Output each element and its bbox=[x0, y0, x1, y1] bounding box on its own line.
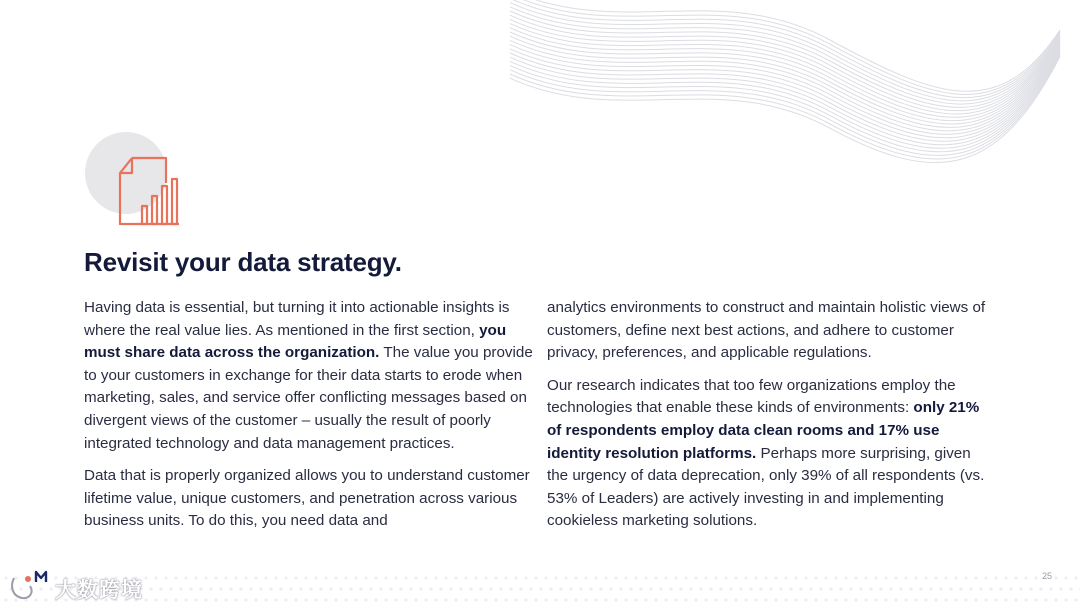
pattern-dot bbox=[1044, 598, 1047, 601]
pattern-dot bbox=[164, 598, 167, 601]
pattern-dot bbox=[364, 598, 367, 601]
pattern-dot bbox=[884, 576, 887, 579]
pattern-dot bbox=[574, 576, 577, 579]
pattern-dot bbox=[1024, 598, 1027, 601]
pattern-dot bbox=[739, 587, 742, 590]
pattern-dot bbox=[594, 576, 597, 579]
pattern-dot bbox=[264, 598, 267, 601]
pattern-dot bbox=[389, 587, 392, 590]
pattern-dot bbox=[954, 598, 957, 601]
pattern-dot bbox=[879, 587, 882, 590]
pattern-dot bbox=[469, 587, 472, 590]
pattern-dot bbox=[874, 598, 877, 601]
pattern-dot bbox=[434, 576, 437, 579]
pattern-dot bbox=[924, 598, 927, 601]
pattern-dot bbox=[604, 598, 607, 601]
pattern-dot bbox=[494, 598, 497, 601]
pattern-dot bbox=[814, 598, 817, 601]
pattern-dot bbox=[1064, 576, 1067, 579]
pattern-dot bbox=[444, 576, 447, 579]
pattern-dot bbox=[934, 576, 937, 579]
pattern-dot bbox=[414, 598, 417, 601]
pattern-dot bbox=[794, 576, 797, 579]
pattern-dot bbox=[384, 598, 387, 601]
pattern-dot bbox=[744, 598, 747, 601]
pattern-dot bbox=[844, 576, 847, 579]
pattern-dot bbox=[399, 587, 402, 590]
pattern-dot bbox=[1074, 576, 1077, 579]
pattern-dot bbox=[789, 587, 792, 590]
pattern-dot bbox=[339, 587, 342, 590]
pattern-dot bbox=[804, 598, 807, 601]
pattern-dot bbox=[294, 576, 297, 579]
pattern-dot bbox=[329, 587, 332, 590]
pattern-dot bbox=[404, 576, 407, 579]
pattern-dot bbox=[324, 598, 327, 601]
pattern-dot bbox=[309, 587, 312, 590]
pattern-dot bbox=[674, 576, 677, 579]
pattern-dot bbox=[239, 587, 242, 590]
pattern-dot bbox=[224, 576, 227, 579]
pattern-dot bbox=[404, 598, 407, 601]
pattern-dot bbox=[194, 598, 197, 601]
pattern-dot bbox=[764, 576, 767, 579]
paragraph bbox=[84, 297, 534, 455]
pattern-dot bbox=[754, 576, 757, 579]
pattern-dot bbox=[174, 598, 177, 601]
pattern-dot bbox=[444, 598, 447, 601]
left-column bbox=[84, 297, 534, 543]
pattern-dot bbox=[159, 587, 162, 590]
pattern-dot bbox=[774, 576, 777, 579]
pattern-dot bbox=[849, 587, 852, 590]
pattern-dot bbox=[204, 598, 207, 601]
pattern-dot bbox=[474, 576, 477, 579]
pattern-dot bbox=[394, 598, 397, 601]
pattern-dot bbox=[734, 598, 737, 601]
pattern-dot bbox=[819, 587, 822, 590]
pattern-dot bbox=[719, 587, 722, 590]
pattern-dot bbox=[479, 587, 482, 590]
page-number: 25 bbox=[1041, 571, 1052, 581]
pattern-dot bbox=[219, 587, 222, 590]
pattern-dot bbox=[969, 587, 972, 590]
pattern-dot bbox=[864, 598, 867, 601]
pattern-dot bbox=[379, 587, 382, 590]
pattern-dot bbox=[244, 576, 247, 579]
pattern-dot bbox=[904, 576, 907, 579]
pattern-dot bbox=[634, 598, 637, 601]
pattern-dot bbox=[564, 598, 567, 601]
pattern-dot bbox=[374, 576, 377, 579]
pattern-dot bbox=[669, 587, 672, 590]
pattern-dot bbox=[414, 576, 417, 579]
pattern-dot bbox=[774, 598, 777, 601]
pattern-dot bbox=[289, 587, 292, 590]
pattern-dot bbox=[484, 576, 487, 579]
pattern-dot bbox=[334, 576, 337, 579]
paragraph: Data that is properly organized allows you to understand customer lifetime value, unique customers, and penetration across various business units. To do this, you need data and bbox=[84, 467, 530, 530]
pattern-dot bbox=[454, 598, 457, 601]
pattern-dot bbox=[249, 587, 252, 590]
paragraph-emphasis: you must share data across the organization. bbox=[84, 321, 507, 362]
pattern-dot bbox=[194, 576, 197, 579]
pattern-dot bbox=[994, 576, 997, 579]
pattern-dot bbox=[254, 576, 257, 579]
pattern-dot bbox=[634, 576, 637, 579]
paragraph-text: Having data is essential, but turning it into actionable insights is where the real value lies. As mentioned in the first section, bbox=[84, 299, 510, 339]
pattern-dot bbox=[499, 587, 502, 590]
pattern-dot bbox=[874, 576, 877, 579]
pattern-dot bbox=[759, 587, 762, 590]
pattern-dot bbox=[154, 598, 157, 601]
pattern-dot bbox=[494, 576, 497, 579]
pattern-dot bbox=[804, 576, 807, 579]
pattern-dot bbox=[504, 576, 507, 579]
pattern-dot bbox=[254, 598, 257, 601]
pattern-dot bbox=[664, 576, 667, 579]
pattern-dot bbox=[684, 576, 687, 579]
pattern-dot bbox=[324, 576, 327, 579]
pattern-dot bbox=[464, 576, 467, 579]
pattern-dot bbox=[834, 576, 837, 579]
pattern-dot bbox=[299, 587, 302, 590]
pattern-dot bbox=[644, 576, 647, 579]
paragraph-text: Our research indicates that too few organizations employ the technologies that enable these kinds of environments: bbox=[547, 376, 956, 417]
pattern-dot bbox=[1074, 598, 1077, 601]
pattern-dot bbox=[244, 598, 247, 601]
pattern-dot bbox=[854, 576, 857, 579]
pattern-dot bbox=[704, 598, 707, 601]
pattern-dot bbox=[364, 576, 367, 579]
pattern-dot bbox=[539, 587, 542, 590]
pattern-dot bbox=[234, 576, 237, 579]
pattern-dot bbox=[749, 587, 752, 590]
pattern-dot bbox=[369, 587, 372, 590]
pattern-dot bbox=[769, 587, 772, 590]
pattern-dot bbox=[599, 587, 602, 590]
pattern-dot bbox=[889, 587, 892, 590]
pattern-dot bbox=[914, 598, 917, 601]
paragraph: analytics environments to construct and maintain holistic views of customers, define next best actions, and adhere to customer privacy, preferences, and applicable regulations. bbox=[547, 299, 986, 362]
pattern-dot bbox=[349, 587, 352, 590]
pattern-dot bbox=[1034, 598, 1037, 601]
pattern-dot bbox=[174, 576, 177, 579]
pattern-dot bbox=[614, 598, 617, 601]
pattern-dot bbox=[1019, 587, 1022, 590]
pattern-dot bbox=[909, 587, 912, 590]
pattern-dot bbox=[229, 587, 232, 590]
pattern-dot bbox=[544, 576, 547, 579]
pattern-dot bbox=[554, 598, 557, 601]
pattern-dot bbox=[954, 576, 957, 579]
pattern-dot bbox=[264, 576, 267, 579]
pattern-dot bbox=[894, 576, 897, 579]
pattern-dot bbox=[899, 587, 902, 590]
pattern-dot bbox=[709, 587, 712, 590]
pattern-dot bbox=[944, 576, 947, 579]
pattern-dot bbox=[189, 587, 192, 590]
pattern-dot bbox=[949, 587, 952, 590]
pattern-dot bbox=[639, 587, 642, 590]
pattern-dot bbox=[294, 598, 297, 601]
pattern-dot bbox=[224, 598, 227, 601]
pattern-dot bbox=[644, 598, 647, 601]
pattern-dot bbox=[779, 587, 782, 590]
pattern-dot bbox=[584, 598, 587, 601]
pattern-dot bbox=[284, 598, 287, 601]
pattern-dot bbox=[1054, 598, 1057, 601]
pattern-dot bbox=[449, 587, 452, 590]
pattern-dot bbox=[714, 598, 717, 601]
pattern-dot bbox=[724, 576, 727, 579]
pattern-dot bbox=[334, 598, 337, 601]
pattern-dot bbox=[1054, 576, 1057, 579]
pattern-dot bbox=[274, 576, 277, 579]
pattern-dot bbox=[834, 598, 837, 601]
pattern-dot bbox=[1049, 587, 1052, 590]
pattern-dot bbox=[734, 576, 737, 579]
pattern-dot bbox=[584, 576, 587, 579]
pattern-dot bbox=[724, 598, 727, 601]
pattern-dot bbox=[994, 598, 997, 601]
pattern-dot bbox=[824, 598, 827, 601]
pattern-dot bbox=[514, 576, 517, 579]
pattern-dot bbox=[614, 576, 617, 579]
pattern-dot bbox=[1009, 587, 1012, 590]
pattern-dot bbox=[164, 576, 167, 579]
pattern-dot bbox=[354, 598, 357, 601]
right-column bbox=[547, 297, 987, 543]
pattern-dot bbox=[959, 587, 962, 590]
pattern-dot bbox=[824, 576, 827, 579]
pattern-dot bbox=[934, 598, 937, 601]
pattern-dot bbox=[919, 587, 922, 590]
pattern-dot bbox=[664, 598, 667, 601]
pattern-dot bbox=[979, 587, 982, 590]
pattern-dot bbox=[1034, 576, 1037, 579]
pattern-dot bbox=[674, 598, 677, 601]
pattern-dot bbox=[504, 598, 507, 601]
pattern-dot bbox=[199, 587, 202, 590]
pattern-dot bbox=[799, 587, 802, 590]
pattern-dot bbox=[354, 576, 357, 579]
pattern-dot bbox=[344, 598, 347, 601]
pattern-dot bbox=[699, 587, 702, 590]
pattern-dot bbox=[929, 587, 932, 590]
pattern-dot bbox=[974, 576, 977, 579]
pattern-dot bbox=[314, 576, 317, 579]
pattern-dot bbox=[999, 587, 1002, 590]
wave-line bbox=[510, 24, 1060, 118]
pattern-dot bbox=[519, 587, 522, 590]
pattern-dot bbox=[764, 598, 767, 601]
pattern-dot bbox=[654, 598, 657, 601]
pattern-dot bbox=[694, 598, 697, 601]
pattern-dot bbox=[844, 598, 847, 601]
pattern-dot bbox=[974, 598, 977, 601]
pattern-dot bbox=[619, 587, 622, 590]
pattern-dot bbox=[1004, 576, 1007, 579]
pattern-dot bbox=[304, 576, 307, 579]
pattern-dot bbox=[214, 598, 217, 601]
pattern-dot bbox=[429, 587, 432, 590]
pattern-dot bbox=[524, 576, 527, 579]
pattern-dot bbox=[944, 598, 947, 601]
pattern-dot bbox=[524, 598, 527, 601]
pattern-dot bbox=[649, 587, 652, 590]
pattern-dot bbox=[794, 598, 797, 601]
paragraph-text: The value you provide to your customers in exchange for their data starts to erode when marketing, sales, and service offer conflicting messages based on divergent views of the customer – usually the result of poorly integrated technology and data management practices. bbox=[84, 344, 533, 452]
pattern-dot bbox=[534, 576, 537, 579]
pattern-dot bbox=[809, 587, 812, 590]
pattern-dot bbox=[864, 576, 867, 579]
pattern-dot bbox=[859, 587, 862, 590]
pattern-dot bbox=[694, 576, 697, 579]
decorative-wave-pattern bbox=[500, 0, 1080, 170]
pattern-dot bbox=[679, 587, 682, 590]
pattern-dot bbox=[154, 576, 157, 579]
pattern-dot bbox=[259, 587, 262, 590]
pattern-dot bbox=[904, 598, 907, 601]
pattern-dot bbox=[894, 598, 897, 601]
pattern-dot bbox=[754, 598, 757, 601]
pattern-dot bbox=[784, 576, 787, 579]
pattern-dot bbox=[434, 598, 437, 601]
pattern-dot bbox=[854, 598, 857, 601]
pattern-dot bbox=[629, 587, 632, 590]
pattern-dot bbox=[214, 576, 217, 579]
pattern-dot bbox=[534, 598, 537, 601]
pattern-dot bbox=[304, 598, 307, 601]
pattern-dot bbox=[394, 576, 397, 579]
pattern-dot bbox=[784, 598, 787, 601]
paragraph-emphasis: only 21% of respondents employ data clean rooms and 17% use identity resolution platforms. bbox=[547, 399, 980, 462]
watermark-text: 大数跨境 bbox=[55, 579, 143, 602]
pattern-dot bbox=[509, 587, 512, 590]
pattern-dot bbox=[269, 587, 272, 590]
pattern-dot bbox=[924, 576, 927, 579]
pattern-dot bbox=[319, 587, 322, 590]
pattern-dot bbox=[1069, 587, 1072, 590]
pattern-dot bbox=[589, 587, 592, 590]
pattern-dot bbox=[1064, 598, 1067, 601]
pattern-dot bbox=[454, 576, 457, 579]
pattern-dot bbox=[149, 587, 152, 590]
pattern-dot bbox=[314, 598, 317, 601]
pattern-dot bbox=[569, 587, 572, 590]
pattern-dot bbox=[184, 576, 187, 579]
pattern-dot bbox=[284, 576, 287, 579]
pattern-dot bbox=[654, 576, 657, 579]
paragraph bbox=[547, 375, 987, 533]
paragraph-text: Perhaps more surprising, given the urgency of data deprecation, only 39% of all respondents (vs. 53% of Leaders) are actively investing in and implementing cookieless marketing solutions. bbox=[547, 444, 985, 530]
pattern-dot bbox=[549, 587, 552, 590]
pattern-dot bbox=[604, 576, 607, 579]
pattern-dot bbox=[559, 587, 562, 590]
pattern-dot bbox=[624, 576, 627, 579]
pattern-dot bbox=[869, 587, 872, 590]
page-title: Revisit your data strategy. bbox=[84, 247, 402, 277]
pattern-dot bbox=[234, 598, 237, 601]
pattern-dot bbox=[1004, 598, 1007, 601]
document-bar-chart-icon bbox=[84, 131, 184, 231]
pattern-dot bbox=[554, 576, 557, 579]
pattern-dot bbox=[964, 576, 967, 579]
pattern-dot bbox=[529, 587, 532, 590]
pattern-dot bbox=[984, 598, 987, 601]
pattern-dot bbox=[744, 576, 747, 579]
pattern-dot bbox=[839, 587, 842, 590]
pattern-dot bbox=[279, 587, 282, 590]
pattern-dot bbox=[1014, 598, 1017, 601]
pattern-dot bbox=[384, 576, 387, 579]
pattern-dot bbox=[204, 576, 207, 579]
pattern-dot bbox=[474, 598, 477, 601]
pattern-dot bbox=[579, 587, 582, 590]
pattern-dot bbox=[594, 598, 597, 601]
pattern-dot bbox=[374, 598, 377, 601]
pattern-dot bbox=[624, 598, 627, 601]
pattern-dot bbox=[424, 598, 427, 601]
pattern-dot bbox=[1039, 587, 1042, 590]
pattern-dot bbox=[464, 598, 467, 601]
pattern-dot bbox=[439, 587, 442, 590]
pattern-dot bbox=[184, 598, 187, 601]
pattern-dot bbox=[714, 576, 717, 579]
pattern-dot bbox=[489, 587, 492, 590]
wave-line bbox=[510, 55, 1060, 159]
pattern-dot bbox=[609, 587, 612, 590]
pattern-dot bbox=[939, 587, 942, 590]
pattern-dot bbox=[459, 587, 462, 590]
pattern-dot bbox=[209, 587, 212, 590]
pattern-dot bbox=[689, 587, 692, 590]
pattern-dot bbox=[179, 587, 182, 590]
pattern-dot bbox=[514, 598, 517, 601]
pattern-dot bbox=[344, 576, 347, 579]
pattern-dot bbox=[1029, 587, 1032, 590]
pattern-dot bbox=[984, 576, 987, 579]
pattern-dot bbox=[814, 576, 817, 579]
pattern-dot bbox=[544, 598, 547, 601]
pattern-dot bbox=[704, 576, 707, 579]
pattern-dot bbox=[964, 598, 967, 601]
pattern-dot bbox=[659, 587, 662, 590]
pattern-dot bbox=[829, 587, 832, 590]
pattern-dot bbox=[1024, 576, 1027, 579]
pattern-dot bbox=[169, 587, 172, 590]
pattern-dot bbox=[884, 598, 887, 601]
pattern-dot bbox=[424, 576, 427, 579]
decorative-dot-pattern bbox=[0, 570, 1080, 608]
pattern-dot bbox=[274, 598, 277, 601]
wave-line bbox=[510, 28, 1060, 121]
pattern-dot bbox=[564, 576, 567, 579]
pattern-dot bbox=[914, 576, 917, 579]
pattern-dot bbox=[989, 587, 992, 590]
pattern-dot bbox=[1059, 587, 1062, 590]
pattern-dot bbox=[684, 598, 687, 601]
pattern-dot bbox=[409, 587, 412, 590]
pattern-dot bbox=[574, 598, 577, 601]
pattern-dot bbox=[1014, 576, 1017, 579]
pattern-dot bbox=[729, 587, 732, 590]
pattern-dot bbox=[484, 598, 487, 601]
pattern-dot bbox=[419, 587, 422, 590]
pattern-dot bbox=[359, 587, 362, 590]
